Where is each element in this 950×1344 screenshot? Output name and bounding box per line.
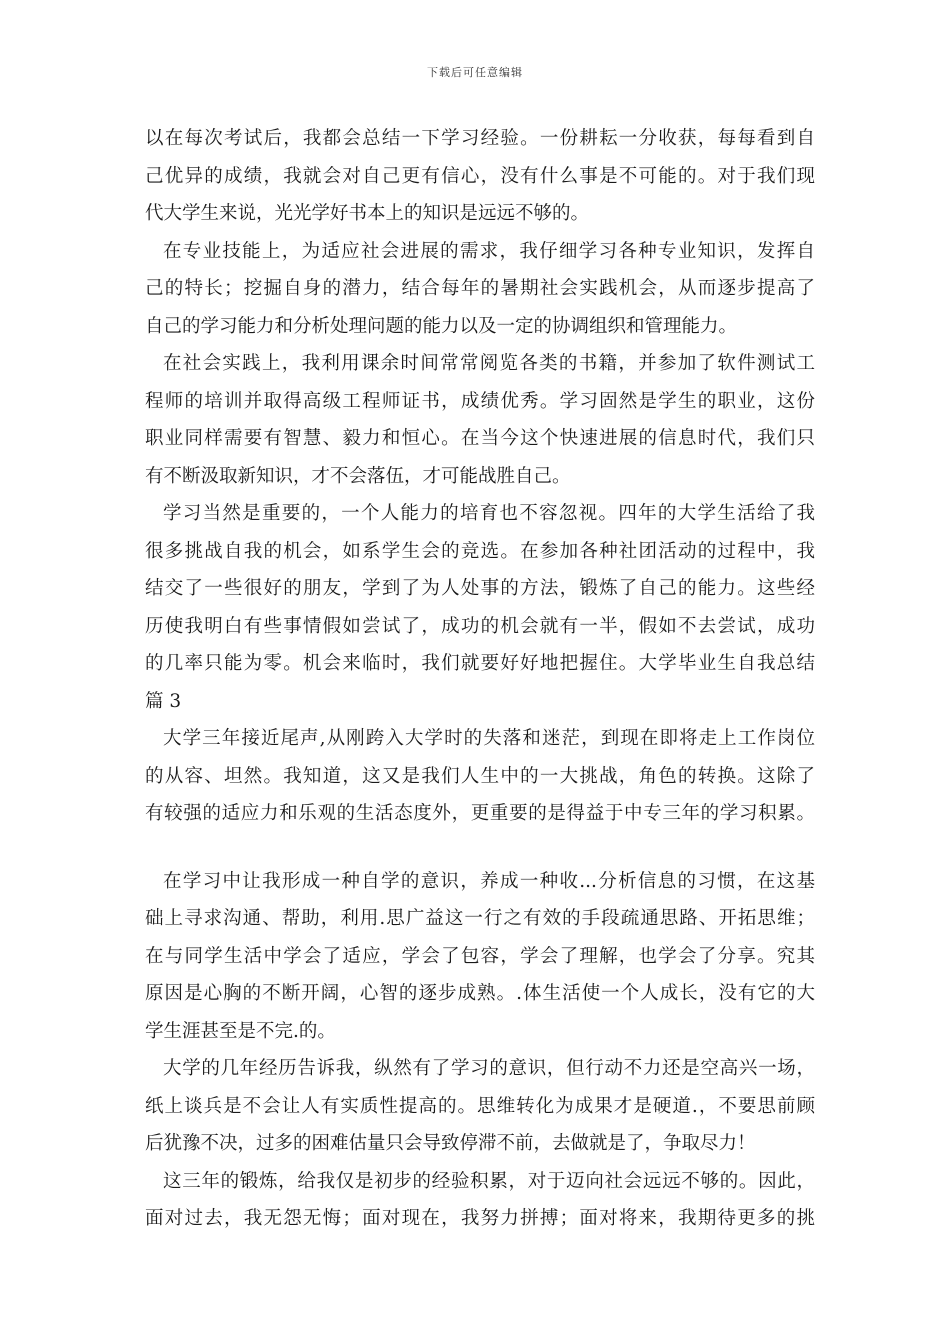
paragraph-gap	[145, 833, 815, 863]
text-line: 面对过去，我无怨无悔；面对现在，我努力拼搏；面对将来，我期待更多的挑	[145, 1208, 815, 1229]
paragraph-5	[145, 720, 815, 833]
text-line: 以在每次考试后，我都会总结一下学习经验。一份耕耘一分收获，每每看到自	[145, 128, 815, 149]
text-line: 有不断汲取新知识，才不会落伍，才可能战胜自己。	[145, 465, 571, 487]
text-line: 在专业技能上，为适应社会进展的需求，我仔细学习各种专业知识，发挥自	[163, 240, 815, 262]
text-line: 学生涯甚至是不完.的。	[145, 1020, 336, 1042]
text-line: 结交了一些很好的朋友，学到了为人处事的方法，锻炼了自己的能力。这些经	[145, 578, 815, 599]
paragraph-6	[145, 863, 815, 1051]
page-header: 下载后可任意编辑	[427, 66, 523, 79]
text-line: 大学三年接近尾声,从刚跨入大学时的失落和迷茫，到现在即将走上工作岗位	[163, 728, 815, 749]
text-line: 大学的几年经历告诉我，纵然有了学习的意识，但行动不力还是空高兴一场，	[163, 1058, 815, 1079]
text-line: 纸上谈兵是不会让人有实质性提高的。思维转化为成果才是硬道.，不要思前顾	[145, 1095, 815, 1117]
text-line: 自己的学习能力和分析处理问题的能力以及一定的协调组织和管理能力。	[145, 315, 738, 337]
text-line: 的从容、坦然。我知道，这又是我们人生中的一大挑战，角色的转换。这除了	[145, 765, 815, 787]
text-line: 代大学生来说，光光学好书本上的知识是远远不够的。	[145, 203, 590, 224]
text-line: 己的特长；挖掘自身的潜力，结合每年的暑期社会实践机会，从而逐步提高了	[145, 278, 815, 299]
text-line: 在学习中让我形成一种自学的意识，养成一种收...分析信息的习惯，在这基	[163, 870, 815, 892]
text-line: 在社会实践上，我利用课余时间常常阅览各类的书籍，并参加了软件测试工	[163, 353, 815, 374]
text-line: 历使我明白有些事情假如尝试了，成功的机会就有一半，假如不去尝试，成功	[145, 615, 815, 637]
text-line: 有较强的适应力和乐观的生活态度外，更重要的是得益于中专三年的学习积累。	[145, 803, 815, 824]
paragraph-7	[145, 1050, 815, 1163]
text-line: 篇 3	[145, 690, 182, 712]
paragraph-2	[145, 233, 815, 346]
paragraph-8	[145, 1163, 815, 1238]
paragraph-4	[145, 495, 815, 720]
text-line: 原因是心胸的不断开阔，心智的逐步成熟。.体生活使一个人成长，没有它的大	[145, 983, 815, 1004]
text-line: 础上寻求沟通、帮助，利用.思广益这一行之有效的手段疏通思路、开拓思维；	[145, 908, 815, 929]
text-line: 很多挑战自我的机会，如系学生会的竞选。在参加各种社团活动的过程中，我	[145, 540, 815, 562]
text-line: 己优异的成绩，我就会对自己更有信心，没有什么事是不可能的。对于我们现	[145, 165, 815, 187]
paragraph-3	[145, 345, 815, 495]
text-line: 在与同学生活中学会了适应，学会了包容，学会了理解，也学会了分享。究其	[145, 945, 815, 967]
text-line: 后犹豫不决，过多的困难估量只会导致停滞不前，去做就是了，争取尽力！	[145, 1133, 756, 1154]
text-line: 程师的培训并取得高级工程师证书，成绩优秀。学习固然是学生的职业，这份	[145, 390, 815, 412]
document-body	[145, 120, 815, 1238]
text-line: 学习当然是重要的，一个人能力的培育也不容忽视。四年的大学生活给了我	[163, 503, 815, 524]
text-line: 的几率只能为零。机会来临时，我们就要好好地把握住。大学毕业生自我总结	[145, 653, 815, 674]
text-line: 职业同样需要有智慧、毅力和恒心。在当今这个快速进展的信息时代，我们只	[145, 428, 815, 449]
paragraph-1	[145, 120, 815, 233]
text-line: 这三年的锻炼，给我仅是初步的经验积累，对于迈向社会远远不够的。因此，	[163, 1170, 815, 1192]
